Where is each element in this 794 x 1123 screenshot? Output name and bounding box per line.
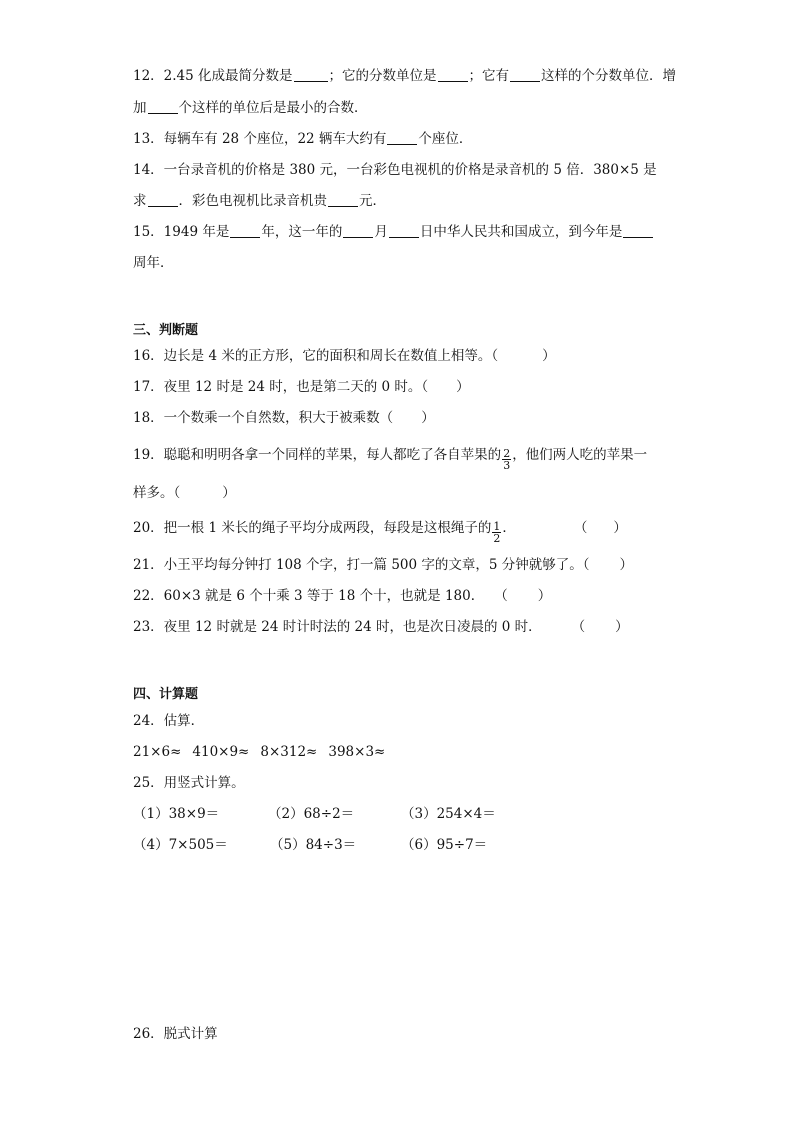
q15-text-c: 月 — [374, 224, 388, 240]
fraction-numerator: 2 — [503, 447, 511, 460]
question-12-line-2 — [133, 99, 368, 117]
question-14-line-1 — [133, 161, 657, 179]
question-19-line-1 — [133, 446, 647, 471]
estimate-item: 21×6≈ — [133, 744, 182, 760]
answer-blank[interactable] — [148, 100, 178, 114]
q12-text-a: 12．2.45 化成最简分数是 — [133, 68, 293, 84]
question-16 — [133, 347, 556, 365]
answer-blank[interactable] — [510, 68, 540, 82]
answer-blank[interactable] — [438, 68, 468, 82]
fraction-two-thirds — [502, 448, 511, 471]
q15-text-b: 年，这一年的 — [261, 224, 343, 240]
q21-text: 21．小王平均每分钟打 108 个字，打一篇 500 字的文章，5 分钟就够了。（ — [133, 557, 590, 573]
q14-text-a: 14．一台录音机的价格是 380 元，一台彩色电视机的价格是录音机的 5 倍．380×5 是 — [133, 162, 657, 178]
question-24-title: 24．估算． — [133, 713, 205, 729]
question-21 — [133, 556, 633, 574]
vertical-calc-item: （1）38×9＝ — [133, 806, 220, 822]
question-12-line-1 — [133, 67, 676, 85]
question-24-items — [133, 743, 385, 761]
question-25-title: 25．用竖式计算。 — [133, 775, 245, 791]
answer-blank[interactable] — [387, 131, 417, 145]
q12-text-b: ；它的分数单位是 — [328, 68, 437, 84]
close-paren: ） — [615, 619, 629, 635]
answer-blank[interactable] — [230, 224, 260, 238]
q19-text-c: 样多。（ — [133, 485, 181, 501]
q23-text: 23．夜里 12 时就是 24 时计时法的 24 时，也是次日凌晨的 0 时． — [133, 619, 542, 635]
fraction-numerator: 1 — [493, 520, 501, 533]
q22-text: 22．60×3 就是 6 个十乘 3 等于 18 个十，也就是 180． — [133, 588, 485, 604]
q12-text-c: ；它有 — [468, 68, 510, 84]
fraction-denominator: 3 — [503, 459, 511, 472]
fraction-one-half — [492, 521, 501, 544]
question-15-line-1 — [133, 223, 654, 241]
q13-text-a: 13．每辆车有 28 个座位，22 辆车大约有 — [133, 131, 387, 147]
q15-text-e: 周年． — [133, 255, 174, 271]
q12-text-d: 这样的个分数单位．增 — [541, 68, 677, 84]
q17-text: 17．夜里 12 时是 24 时，也是第二天的 0 时。（ — [133, 379, 429, 395]
question-13 — [133, 130, 472, 148]
q16-text: 16．边长是 4 米的正方形，它的面积和周长在数值上相等。（ — [133, 348, 499, 364]
vertical-calc-item: （4）7×505＝ — [133, 837, 228, 853]
question-19-line-2 — [133, 484, 236, 502]
question-26-title: 26．脱式计算 — [133, 1026, 218, 1042]
q15-text-d: 日中华人民共和国成立，到今年是 — [419, 224, 623, 240]
answer-blank[interactable] — [343, 224, 373, 238]
vertical-calc-item: （3）254×4＝ — [401, 806, 496, 822]
close-paren: ） — [537, 588, 552, 604]
question-23 — [133, 618, 629, 636]
estimate-item: 410×9≈ — [192, 744, 250, 760]
q14-text-b: 求 — [133, 193, 147, 209]
q12-text-f: 个这样的单位后是最小的合数． — [178, 100, 368, 116]
q14-text-d: 元． — [359, 193, 386, 209]
section-heading-judgement: 三、判断题 — [133, 323, 199, 338]
vertical-calc-item: （6）95÷7＝ — [401, 837, 488, 853]
q23-open-paren: （ — [571, 619, 586, 635]
question-14-line-2 — [133, 192, 386, 210]
q19-text-a: 19．聪聪和明明各拿一个同样的苹果，每人都吃了各自苹果的 — [133, 447, 502, 463]
q20-text-b: ． — [502, 520, 516, 536]
section-heading-calculation: 四、计算题 — [133, 687, 199, 702]
close-paren: ） — [613, 520, 627, 536]
close-paren: ） — [619, 557, 634, 573]
question-22 — [133, 587, 551, 605]
question-20 — [133, 519, 627, 544]
q14-text-c: ．彩色电视机比录音机贵 — [178, 193, 327, 209]
close-paren: ） — [421, 410, 435, 426]
question-15-line-2 — [133, 254, 174, 272]
q13-text-b: 个座位． — [418, 131, 473, 147]
close-paren: ） — [542, 348, 556, 364]
estimate-item: 398×3≈ — [328, 744, 386, 760]
question-17 — [133, 378, 470, 396]
q12-text-e: 加 — [133, 100, 147, 116]
q20-text-a: 20．把一根 1 米长的绳子平均分成两段，每段是这根绳子的 — [133, 520, 492, 536]
q18-text: 18．一个数乘一个自然数，积大于被乘数（ — [133, 410, 394, 426]
q20-open-paren: （ — [573, 520, 588, 536]
close-paren: ） — [456, 379, 470, 395]
close-paren: ） — [222, 485, 236, 501]
answer-blank[interactable] — [148, 193, 178, 207]
q22-open-paren: （ — [494, 588, 508, 604]
vertical-calc-item: （5）84÷3＝ — [270, 837, 357, 853]
q15-text-a: 15．1949 年是 — [133, 224, 230, 240]
fraction-denominator: 2 — [493, 532, 501, 545]
answer-blank[interactable] — [294, 68, 328, 82]
answer-blank[interactable] — [328, 193, 358, 207]
answer-blank[interactable] — [623, 224, 653, 238]
vertical-calc-item: （2）68÷2＝ — [268, 806, 355, 822]
question-18 — [133, 409, 435, 427]
q19-text-b: ，他们两人吃的苹果一 — [512, 447, 648, 463]
answer-blank[interactable] — [389, 224, 419, 238]
estimate-item: 8×312≈ — [260, 744, 318, 760]
